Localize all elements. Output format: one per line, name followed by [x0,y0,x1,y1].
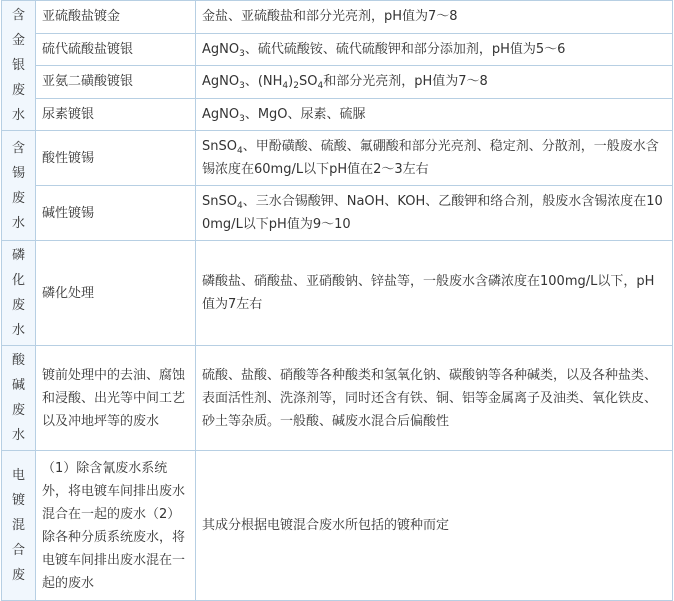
desc-cell: 金盐、亚硫酸盐和部分光亮剂，pH值为7～8 [196,1,673,34]
category-text: 酸碱废水 [11,353,25,443]
type-cell: 亚氨二磺酸镀银 [36,66,196,99]
table-row [2,66,673,99]
table-row [2,33,673,66]
type-cell: 酸性镀锡 [36,131,196,186]
table-row [2,131,673,186]
category-cell-acid-alkali [2,346,36,451]
category-cell-gold-silver [2,1,36,131]
type-cell: 磷化处理 [36,241,196,346]
desc-cell: AgNO$_3$、硫代硫酸铵、硫代硫酸钾和部分添加剂，pH值为5～6 [196,33,673,66]
desc-cell: AgNO$_3$、MgO、尿素、硫脲 [196,98,673,131]
table-row [2,98,673,131]
type-cell: 镀前处理中的去油、腐蚀和浸酸、出光等中间工艺以及冲地坪等的废水 [36,346,196,451]
type-cell: 硫代硫酸盐镀银 [36,33,196,66]
category-cell-mixed [2,451,36,601]
category-text: 电镀混合废 [11,468,25,583]
table-row [2,346,673,451]
desc-cell: SnSO$_4$、三水合锡酸钾、NaOH、KOH、乙酸钾和络合剂，般废水含锡浓度在100mg/L以下pH值为9～10 [196,186,673,241]
desc-cell: 硫酸、盐酸、硝酸等各种酸类和氢氧化钠、碳酸钠等各种碱类，以及各种盐类、表面活性剂、洗涤剂等，同时还含有铁、铜、铝等金属离子及油类、氧化铁皮、砂土等杂质。一般酸、碱废水混合后偏酸性 [196,346,673,451]
desc-cell: 磷酸盐、硝酸盐、亚硝酸钠、锌盐等，一般废水含磷浓度在100mg/L以下，pH值为7左右 [196,241,673,346]
category-cell-phosphating [2,241,36,346]
category-text: 含锡废水 [11,140,25,231]
table-row [2,186,673,241]
type-cell: （1）除含氰废水系统外，将电镀车间排出废水混合在一起的废水（2）除各种分质系统废水，将电镀车间排出废水混在一起的废水 [36,451,196,601]
type-cell: 尿素镀银 [36,98,196,131]
type-cell: 碱性镀锡 [36,186,196,241]
table-row [2,1,673,34]
desc-cell: AgNO$_3$、$(NH_4)_2SO_4$和部分光亮剂，pH值为7～8 [196,66,673,99]
category-text: 磷化废水 [11,248,25,338]
wastewater-table [1,0,673,601]
desc-cell: SnSO$_4$、甲酚磺酸、硫酸、氟硼酸和部分光亮剂、稳定剂、分散剂，一般废水含锡浓度在60mg/L以下pH值在2～3左右 [196,131,673,186]
table-row [2,451,673,601]
category-cell-tin [2,131,36,241]
type-cell: 亚硫酸盐镀金 [36,1,196,34]
desc-cell: 其成分根据电镀混合废水所包括的镀种而定 [196,451,673,601]
category-text: 含金银废水 [11,8,25,123]
table-row [2,241,673,346]
